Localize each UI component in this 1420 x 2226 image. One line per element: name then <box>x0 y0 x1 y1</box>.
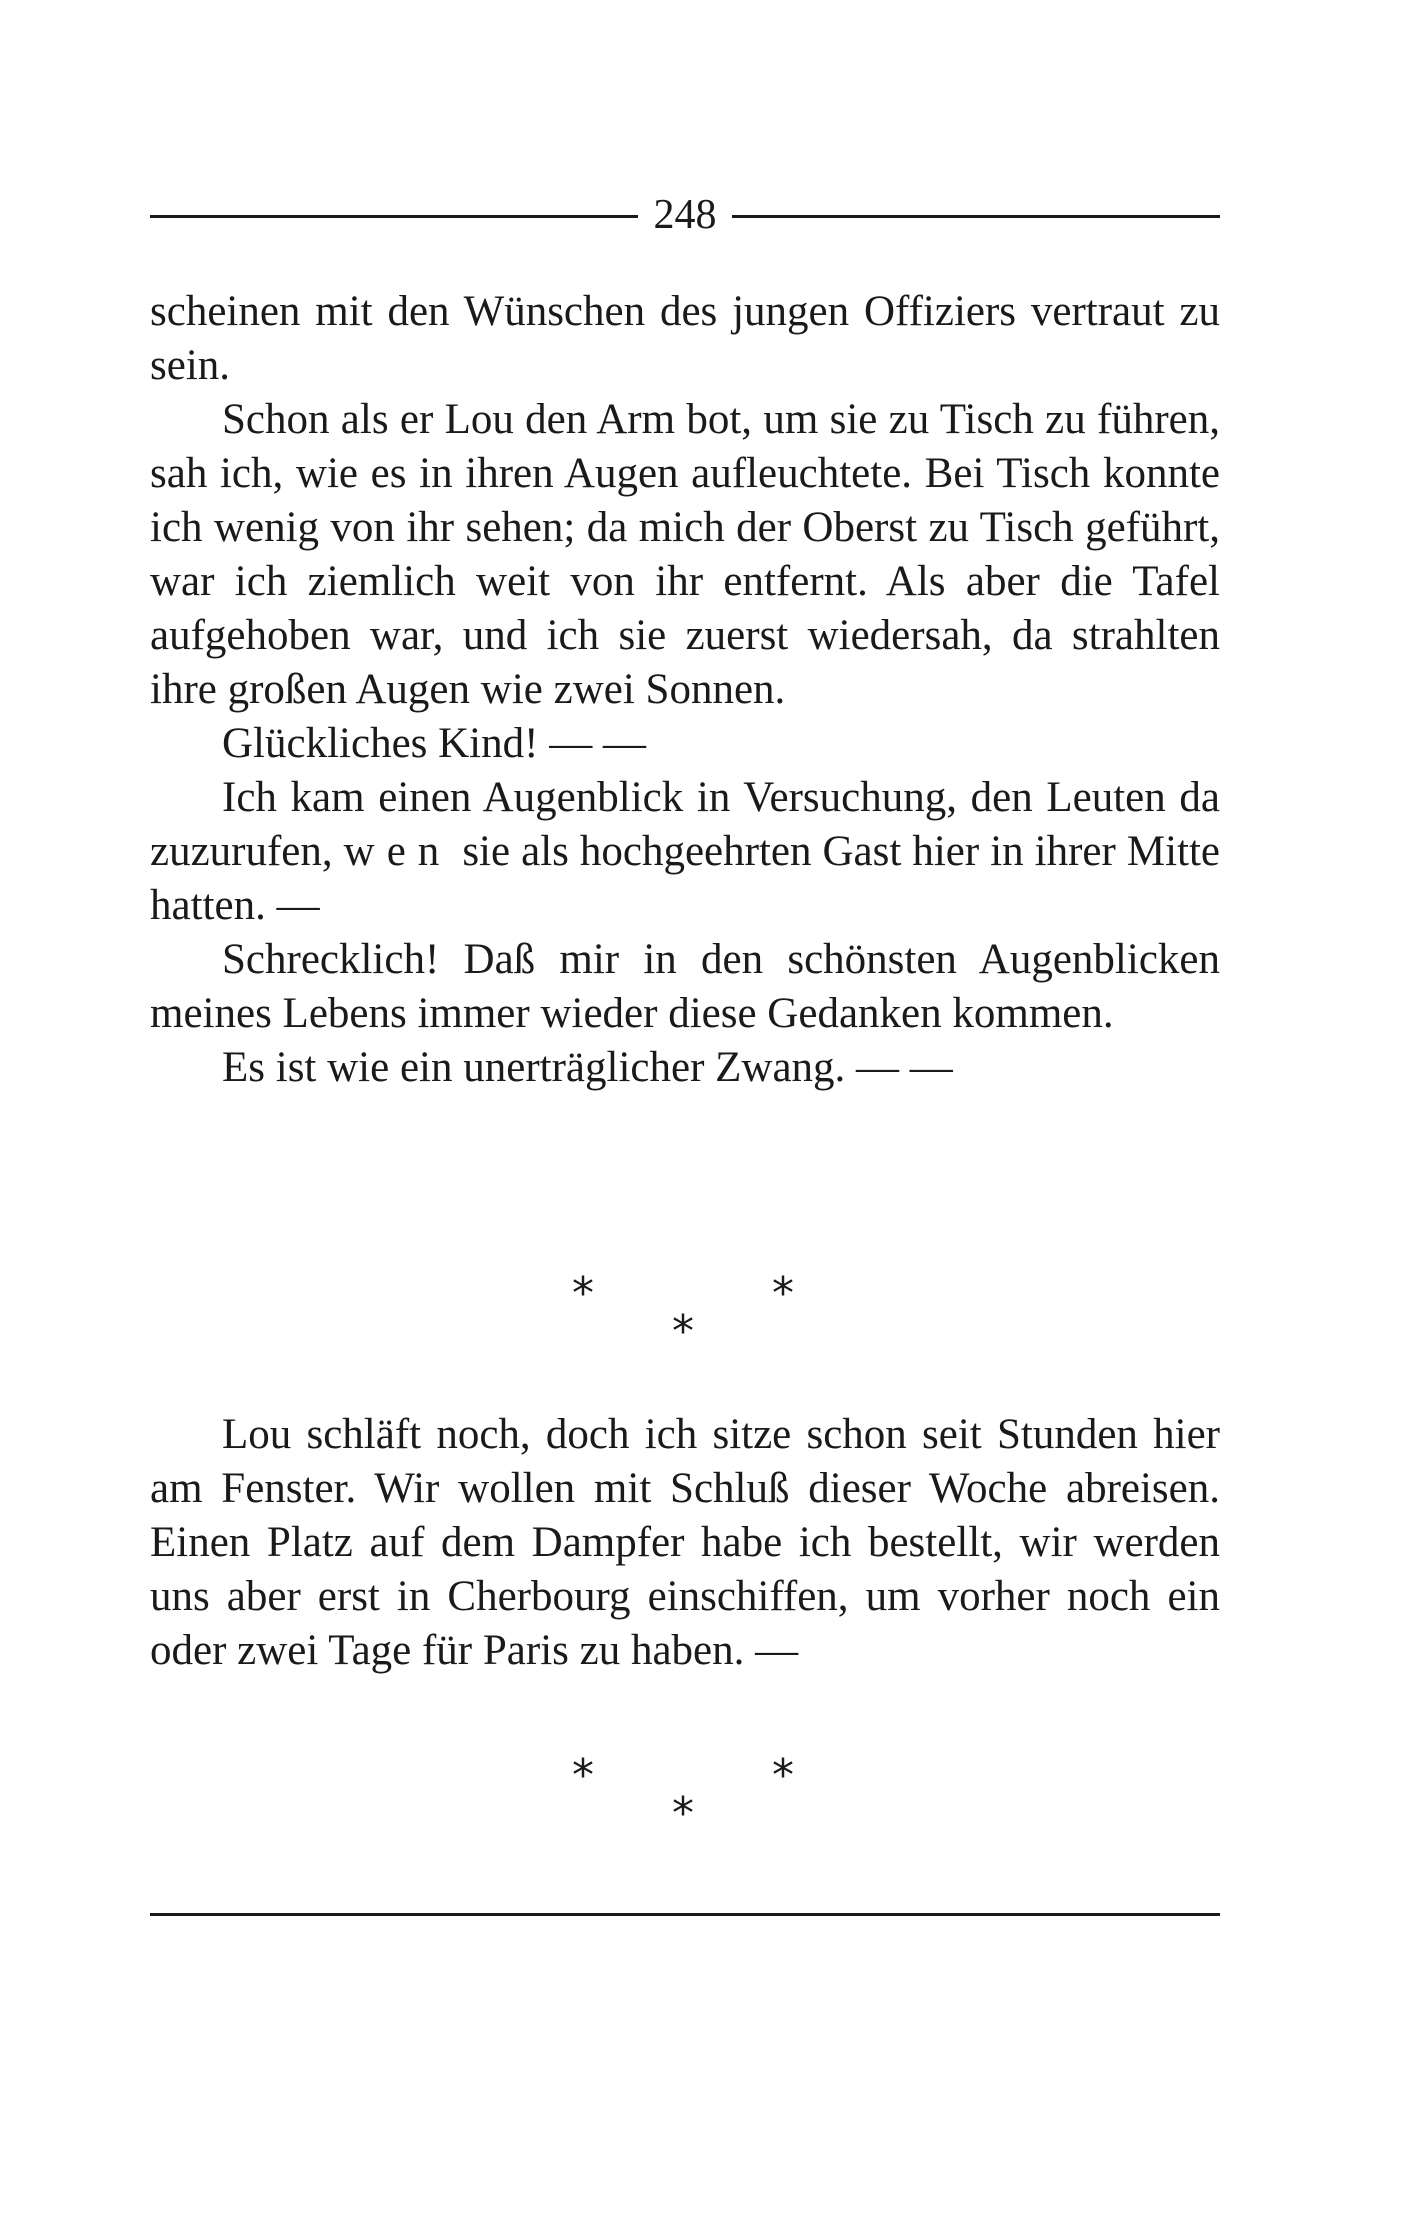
paragraph: Glückliches Kind! — — <box>222 720 646 767</box>
header-rule-right <box>732 215 1220 218</box>
page-number: 248 <box>653 192 717 238</box>
paragraph: Lou schläft noch, doch ich sitze schon seit Stunden hier am Fenster. Wir wollen mit Schluß dieser Woche abreisen. Einen Platz auf dem Dampfer habe ich bestellt, wir werden uns aber erst in Cherbourg einschiffen, um vorher noch ein oder zwei Tage für Paris zu haben. — <box>150 1411 1220 1674</box>
asterisk: * <box>572 1268 594 1319</box>
emphasized-spaced-word: wen <box>343 828 452 875</box>
paragraph-text: sie als hochgeehrten Gast hier in ihrer Mitte hatten. — <box>150 828 1220 929</box>
footer-rule <box>150 1913 1220 1916</box>
paragraph: Schrecklich! Daß mir in den schönsten Augenblicken meines Lebens immer wieder diese Gedanken kommen. <box>150 936 1220 1037</box>
asterisk: * <box>772 1268 794 1319</box>
paragraph-text: Ich kam einen Augenblick in Versuchung, den Leuten da zuzurufen, <box>150 774 1220 875</box>
page-header <box>150 185 1220 245</box>
body-text-first-section <box>150 285 1220 1095</box>
section-separator-asterisks <box>150 1268 1220 1358</box>
paragraph: Es ist wie ein unerträglicher Zwang. — — <box>222 1044 953 1091</box>
asterisk: * <box>772 1750 794 1801</box>
body-text-second-section <box>150 1408 1220 1678</box>
section-separator-asterisks <box>150 1750 1220 1840</box>
paragraph-with-spaced-word <box>150 771 1220 933</box>
paragraph-continuation: scheinen mit den Wünschen des jungen Offiziers vertraut zu sein. <box>150 288 1220 389</box>
asterisk: * <box>572 1750 594 1801</box>
asterisk: * <box>672 1788 694 1839</box>
asterisk: * <box>672 1306 694 1357</box>
paragraph: Schon als er Lou den Arm bot, um sie zu Tisch zu führen, sah ich, wie es in ihren Augen aufleuchtete. Bei Tisch konnte ich wenig von ihr sehen; da mich der Oberst zu Tisch geführt, war ich ziemlich weit von ihr entfernt. Als aber die Tafel aufgehoben war, und ich sie zuerst wiedersah, da strahlten ihre großen Augen wie zwei Sonnen. <box>150 396 1220 713</box>
